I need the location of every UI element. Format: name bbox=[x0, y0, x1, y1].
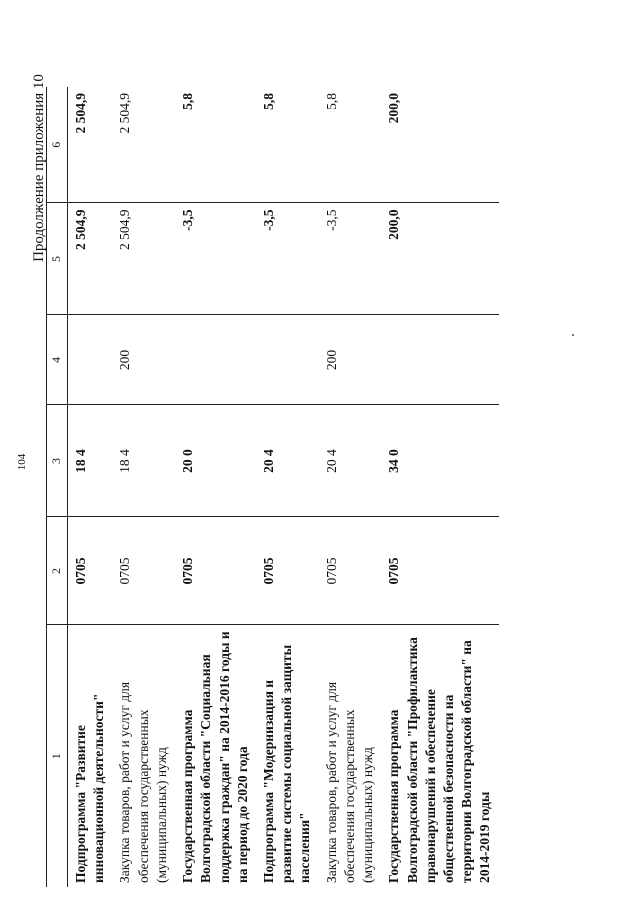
row-amount-6: 5,8 bbox=[319, 87, 382, 203]
row-amount-6: 5,8 bbox=[256, 87, 319, 203]
table-row bbox=[112, 87, 175, 887]
row-target: 20 4 bbox=[256, 405, 319, 517]
row-name: Подпрограмма "Развитие инновационной деятельности" bbox=[73, 693, 107, 883]
row-name: Государственная программа Волгоградской области "Социальная поддержка граждан" на 2014-2016 годы и на период до 2020 года bbox=[180, 631, 250, 883]
header-row bbox=[47, 87, 68, 887]
row-target: 20 4 bbox=[319, 405, 382, 517]
header-col-2: 2 bbox=[47, 517, 68, 625]
row-target: 34 0 bbox=[381, 405, 498, 517]
row-amount-6: 5,8 bbox=[175, 87, 256, 203]
row-expense-type bbox=[68, 315, 113, 405]
table-row bbox=[175, 87, 256, 887]
header-col-3: 3 bbox=[47, 405, 68, 517]
row-section: 0705 bbox=[112, 517, 175, 625]
row-expense-type bbox=[256, 315, 319, 405]
scan-artifact bbox=[572, 334, 574, 336]
row-name: Подпрограмма "Модернизация и развитие системы социальной защиты населения" bbox=[260, 644, 313, 883]
header-col-4: 4 bbox=[47, 315, 68, 405]
row-section: 0705 bbox=[381, 517, 498, 625]
budget-table-rotated bbox=[46, 87, 543, 887]
header-col-1: 1 bbox=[47, 625, 68, 887]
budget-table bbox=[46, 87, 499, 887]
row-amount-5: 200,0 bbox=[381, 203, 498, 315]
header-col-5: 5 bbox=[47, 203, 68, 315]
row-name: Государственная программа Волгоградской области "Профилактика правонарушений и обеспечение общественной безопасности на территории Волгоградской области" на 2014-2019 годы bbox=[386, 637, 493, 883]
table-row bbox=[319, 87, 382, 887]
row-amount-5: -3,5 bbox=[256, 203, 319, 315]
row-amount-5: -3,5 bbox=[319, 203, 382, 315]
row-expense-type bbox=[381, 315, 498, 405]
row-expense-type bbox=[175, 315, 256, 405]
row-section: 0705 bbox=[319, 517, 382, 625]
row-amount-6: 200,0 bbox=[381, 87, 498, 203]
table-row bbox=[68, 87, 113, 887]
page-number: 104 bbox=[16, 453, 28, 471]
table-row bbox=[256, 87, 319, 887]
row-name: Закупка товаров, работ и услуг для обеспечения государственных (муниципальных) нужд bbox=[323, 681, 376, 883]
row-target: 18 4 bbox=[112, 405, 175, 517]
header-col-6: 6 bbox=[47, 87, 68, 203]
row-name: Закупка товаров, работ и услуг для обеспечения государственных (муниципальных) нужд bbox=[117, 681, 169, 883]
row-amount-6: 2 504,9 bbox=[112, 87, 175, 203]
row-section: 0705 bbox=[256, 517, 319, 625]
row-expense-type: 200 bbox=[112, 315, 175, 405]
continuation-label: Продолжение приложения 10 bbox=[31, 74, 47, 262]
row-section: 0705 bbox=[175, 517, 256, 625]
row-amount-5: 2 504,9 bbox=[68, 203, 113, 315]
row-amount-5: -3,5 bbox=[175, 203, 256, 315]
row-target: 18 4 bbox=[68, 405, 113, 517]
row-amount-6: 2 504,9 bbox=[68, 87, 113, 203]
row-target: 20 0 bbox=[175, 405, 256, 517]
row-amount-5: 2 504,9 bbox=[112, 203, 175, 315]
row-expense-type: 200 bbox=[319, 315, 382, 405]
table-row bbox=[381, 87, 498, 887]
row-section: 0705 bbox=[68, 517, 113, 625]
